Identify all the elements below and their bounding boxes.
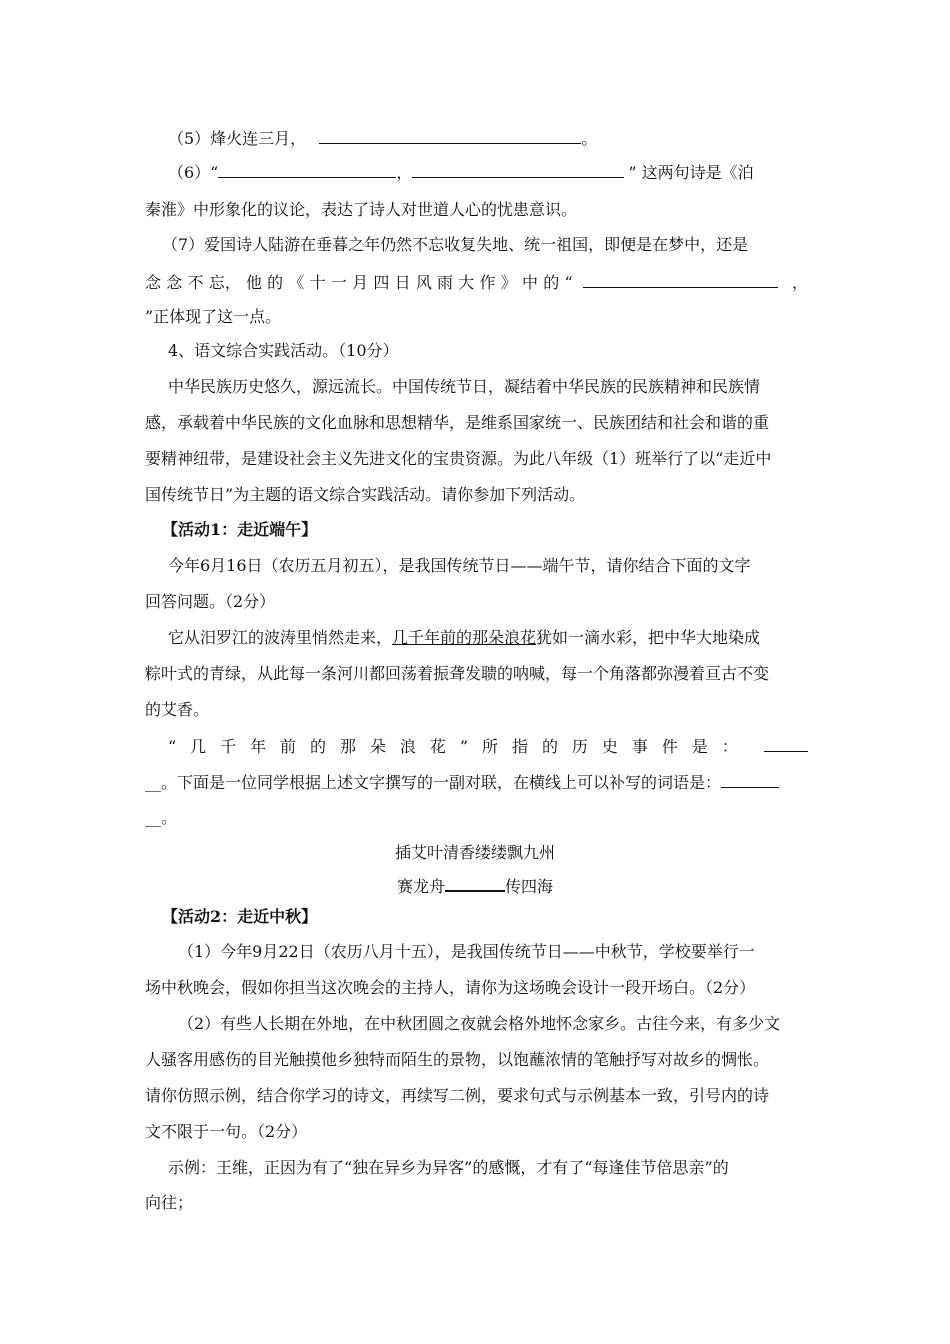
spaced-char: ： (721, 737, 738, 756)
spaced-char: 的 (310, 737, 327, 756)
spaced-char: 事 (631, 737, 648, 756)
spaced-text (145, 272, 573, 294)
spaced-char: 不 (187, 273, 204, 292)
spaced-char: 那 (339, 737, 356, 756)
spaced-char: 前 (280, 737, 297, 756)
answer-blank[interactable] (412, 161, 624, 178)
activity2-item1: 场中秋晚会，假如你担当这次晚会的主持人，请你为这场晚会设计一段开场白。（2分） (145, 978, 756, 997)
spaced-char: 史 (601, 737, 618, 756)
answer-blank[interactable] (721, 771, 779, 788)
spaced-char: 指 (511, 737, 528, 756)
activity2-item1: （1）今年9月22日（农历八月十五），是我国传统节日——中秋节，学校要举行一 (178, 942, 755, 961)
activity1-passage: 它从汨罗江的波涛里悄然走来，几千年前的那朵浪花犹如一滴水彩，把中华大地染成 (168, 628, 761, 647)
spaced-char: 千 (220, 737, 237, 756)
activity1-question: __。下面是一位同学根据上述文字撰写的一副对联，在横线上可以补写的词语是： (145, 771, 779, 794)
spaced-char: 念 (145, 273, 162, 292)
q4-intro-line: 要精神纽带，是建设社会主义先进文化的宝贵资源。为此八年级（1）班举行了以“走近中 (145, 449, 772, 468)
q4-intro-line: 中华民族历史悠久，源远流长。中国传统节日，凝结着中华民族的民族精神和民族情 (168, 377, 761, 396)
spaced-char: 雨 (437, 273, 454, 292)
answer-blank[interactable] (319, 127, 581, 144)
q4-heading: 4、语文综合实践活动。（10分） (168, 341, 399, 360)
spaced-char: 朵 (369, 737, 386, 756)
activity2-item2: 文不限于一句。（2分） (145, 1122, 308, 1141)
activity1-passage: 的艾香。 (145, 700, 210, 719)
activity1-title: 【活动1：走近端午】 (162, 520, 318, 539)
spaced-char: 大 (458, 273, 475, 292)
spaced-char: 念 (166, 273, 183, 292)
activity1-question: __。 (145, 808, 178, 827)
spaced-char: 风 (415, 273, 432, 292)
spaced-char: 年 (250, 737, 267, 756)
couplet-line: 插艾叶清香缕缕飘九州 (394, 843, 555, 862)
q4-intro-line: 感，承载着中华民族的文化血脉和思想精华，是维系国家统一、民族团结和社会和谐的重 (145, 413, 770, 432)
spaced-char: 几 (190, 737, 207, 756)
spaced-char: 忘， (208, 273, 241, 292)
answer-blank[interactable] (764, 735, 808, 752)
activity2-title: 【活动2：走近中秋】 (162, 907, 318, 926)
answer-blank[interactable] (583, 271, 778, 288)
activity1-prompt: 回答问题。（2分） (145, 592, 276, 611)
spaced-char: 一 (330, 273, 347, 292)
spaced-char: ” (459, 737, 469, 756)
activity1-prompt: 今年6月16日（农历五月初五），是我国传统节日——端午节，请你结合下面的文字 (168, 556, 751, 575)
spaced-char: 件 (661, 737, 678, 756)
spaced-char: 浪 (399, 737, 416, 756)
spaced-char: 月 (352, 273, 369, 292)
underlined-phrase: 几千年前的那朵浪花 (392, 628, 537, 647)
couplet-line: 赛龙舟 传四海 (0, 874, 950, 898)
q3-item6: （6）“ ， ” 这两句诗是《泊 (168, 163, 754, 182)
spaced-char: 十 (309, 273, 326, 292)
activity2-item2: 请你仿照示例，结合你学习的诗文，再续写二例，要求句式与示例基本一致，引号内的诗 (145, 1086, 770, 1105)
spaced-char: 日 (394, 273, 411, 292)
spaced-char: 》 (500, 273, 517, 292)
activity2-item2: （2）有些人长期在外地，在中秋团圆之夜就会格外地怀念家乡。古往今来，有多少文 (178, 1014, 781, 1033)
spaced-char: 的 (541, 737, 558, 756)
spaced-char: “ (168, 737, 177, 756)
spaced-char: 的 (543, 273, 560, 292)
spaced-char: 中 (521, 273, 538, 292)
spaced-char: “ (564, 273, 573, 292)
spaced-char: 四 (373, 273, 390, 292)
q3-item5: （5）烽火连三月， 。 (168, 129, 598, 148)
activity1-passage: 粽叶式的青绿，从此每一条河川都回荡着振聋发聩的呐喊，每一个角落都弥漫着亘古不变 (145, 664, 770, 683)
spaced-text (168, 736, 738, 758)
spaced-char: 的 (267, 273, 284, 292)
spaced-char: 作 (479, 273, 496, 292)
activity2-example: 向往； (145, 1193, 194, 1212)
answer-blank[interactable] (218, 161, 396, 178)
spaced-char: 《 (288, 273, 305, 292)
spaced-char: 所 (482, 737, 499, 756)
q4-intro-line: 国传统节日”为主题的语文综合实践活动。请你参加下列活动。 (145, 485, 586, 504)
q3-item7-line3: ”正体现了这一点。 (145, 307, 282, 326)
q3-item7-line2: 念 念 不 忘， 他 的 《 十 一 月 四 日 风 雨 大 作 》 中 的 “ ， (145, 273, 808, 292)
activity1-question (168, 735, 808, 758)
spaced-char: 是 (691, 737, 708, 756)
spaced-char: 历 (571, 737, 588, 756)
answer-blank[interactable] (445, 874, 505, 892)
activity2-item2: 人骚客用感伤的目光触摸他乡独特而陌生的景物，以饱蘸浓情的笔触抒写对故乡的惆怅。 (145, 1050, 770, 1069)
q3-item6-line2: 秦淮》中形象化的议论，表达了诗人对世道人心的忧患意识。 (145, 200, 578, 219)
q3-item7-line1: （7）爱国诗人陆游在垂暮之年仍然不忘收复失地、统一祖国，即便是在梦中，还是 (162, 235, 749, 254)
spaced-char: 他 (245, 273, 262, 292)
spaced-char: 花 (429, 737, 446, 756)
activity2-example: 示例：王维，正因为有了“独在异乡为异客”的感慨，才有了“每逢佳节倍思亲”的 (168, 1158, 729, 1177)
